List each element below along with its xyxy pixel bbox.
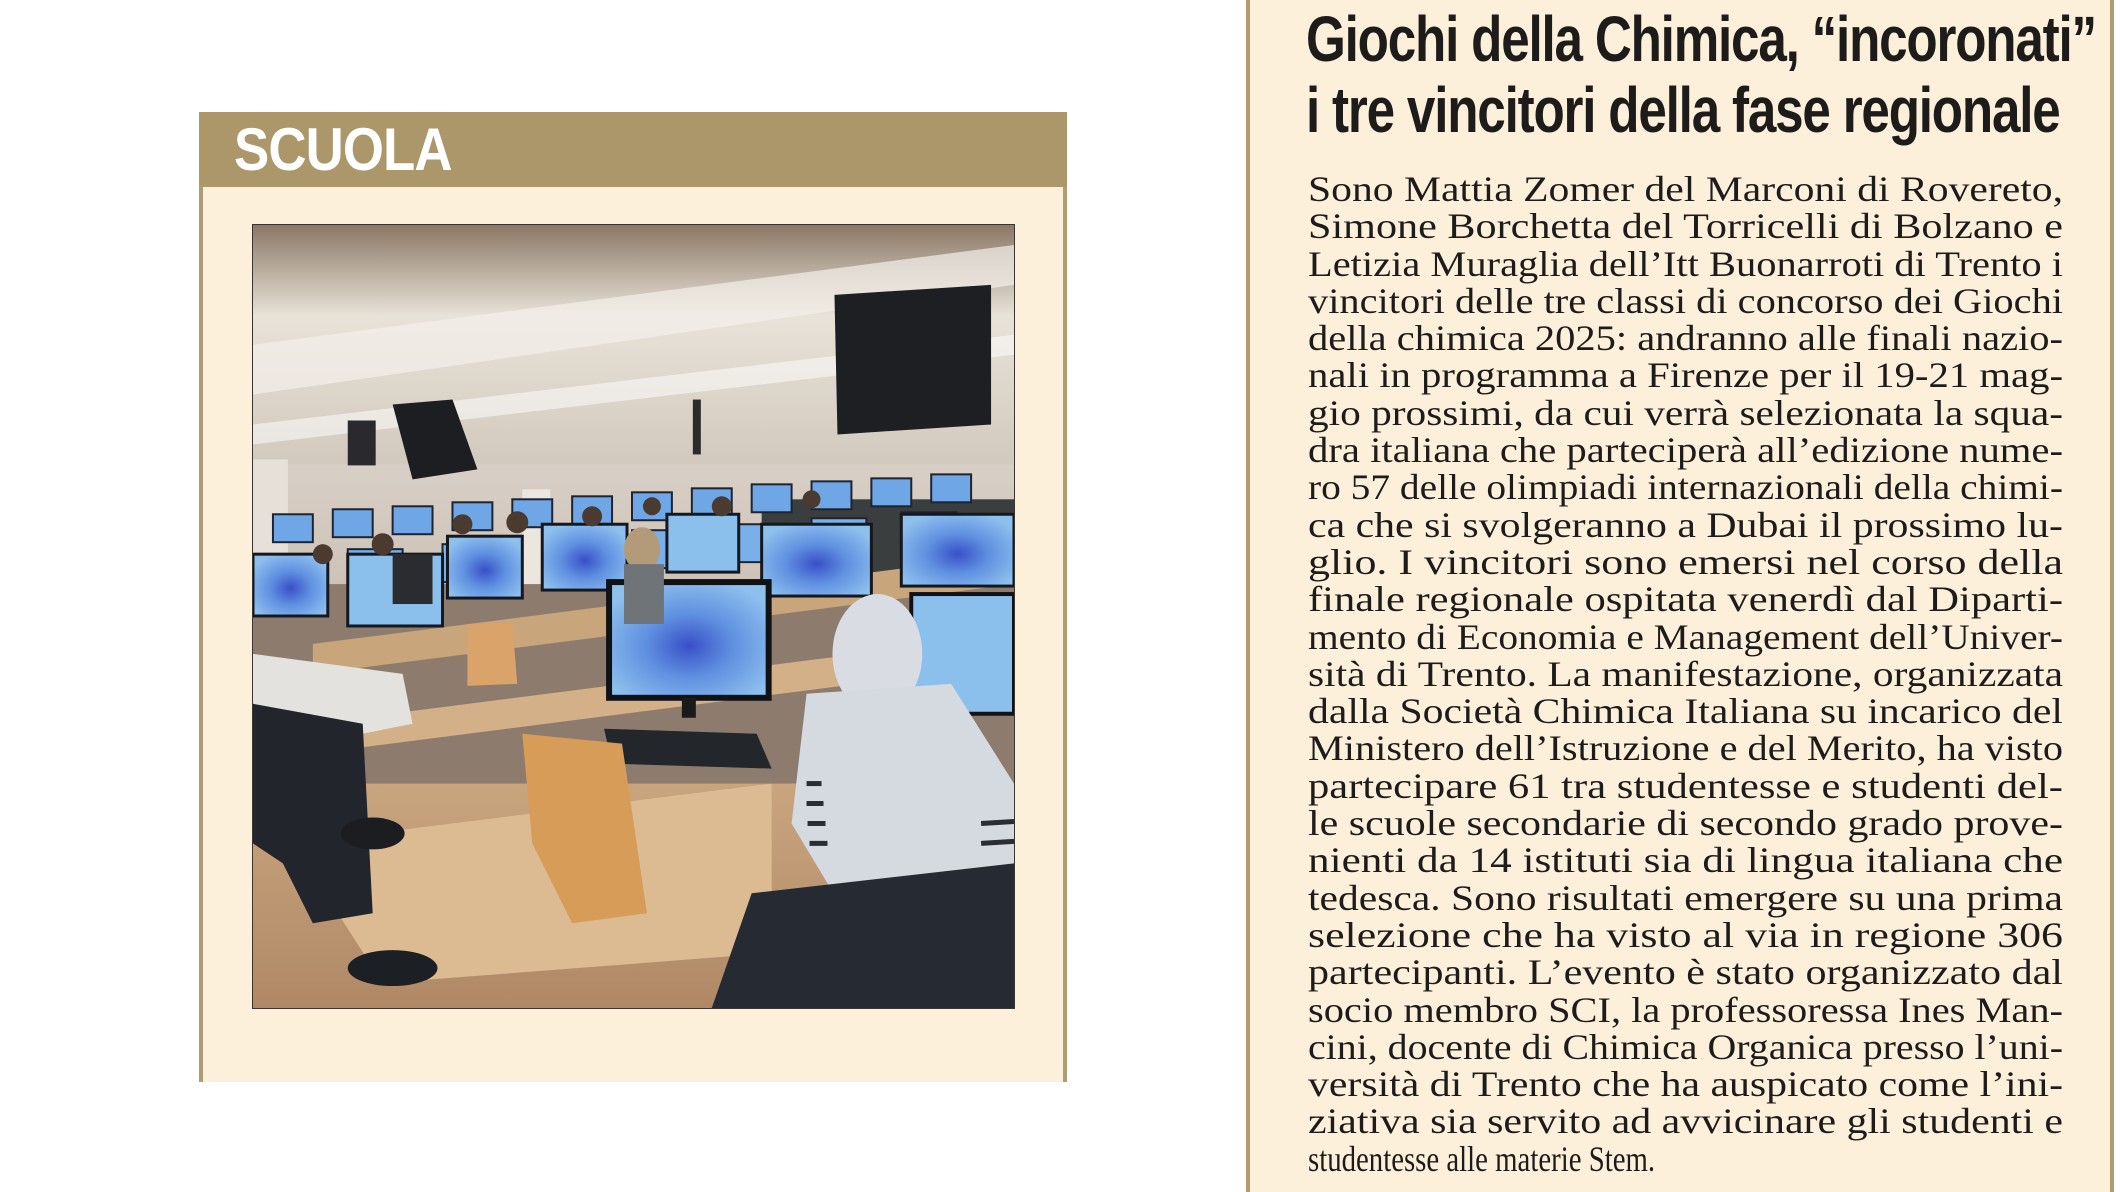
body-line: nali in programma a Firenze per il 19-21 mag- [1308,355,2063,396]
body-line: sità di Trento. La manifestazione, organizzata [1308,653,2063,694]
body-line: partecipare 61 tra studentesse e studenti del- [1308,765,2063,806]
body-line: vincitori delle tre classi di concorso dei Giochi [1308,280,2063,321]
body-line: selezione che ha visto al via in regione 306 [1308,914,2063,955]
section-label: SCUOLA [234,116,452,183]
article-headline [1306,3,2096,146]
body-line: socio membro SCI, la professoressa Ines Man- [1308,989,2063,1030]
body-line: partecipanti. L’evento è stato organizzato dal [1308,952,2063,993]
headline-line-2: i tre vincitori della fase regionale [1306,74,2060,146]
body-line: le scuole secondarie di secondo grado prove- [1308,803,2063,844]
body-line: finale regionale ospitata venerdì dal Diparti- [1308,579,2063,620]
section-header-band [199,112,1067,187]
article-photo [252,224,1015,1009]
body-line: ro 57 delle olimpiadi internazionali della chimi- [1308,467,2063,508]
body-line: cini, docente di Chimica Organica presso l’uni- [1308,1026,2063,1067]
body-line: versità di Trento che ha auspicato come l’ini- [1308,1064,2063,1105]
body-line: gio prossimi, da cui verrà selezionata la squa- [1308,392,2063,433]
body-line: dra italiana che parteciperà all’edizione nume- [1308,430,2063,471]
body-line: tedesca. Sono risultati emergere su una prima [1308,877,2063,918]
body-line: Simone Borchetta del Torricelli di Bolzano e [1308,206,2063,247]
body-line: mento di Economia e Management dell’Univer- [1308,616,2063,657]
headline-line-1: Giochi della Chimica, “incoronati” [1306,3,2096,75]
body-line: ziativa sia servito ad avvicinare gli studenti e [1308,1101,2063,1142]
section-box [199,112,1067,1082]
body-line: nienti da 14 istituti sia di lingua italiana che [1308,840,2063,881]
body-line: Sono Mattia Zomer del Marconi di Rovereto, [1308,169,2063,209]
body-line: Ministero dell’Istruzione e del Merito, ha visto [1308,728,2063,769]
body-line: ca che si svolgeranno a Dubai il prossimo lu- [1308,504,2063,545]
body-line: Letizia Muraglia dell’Itt Buonarroti di Trento i [1308,243,2063,284]
article-box [1246,0,2114,1192]
article-body [1308,171,2063,1178]
body-line: dalla Società Chimica Italiana su incarico del [1308,691,2063,732]
body-line: studentesse alle materie Stem. [1308,1138,1656,1179]
body-line: glio. I vincitori sono emersi nel corso della [1308,541,2063,582]
classroom-photo-illustration [253,225,1014,1008]
body-line: della chimica 2025: andranno alle finali nazio- [1308,318,2063,359]
